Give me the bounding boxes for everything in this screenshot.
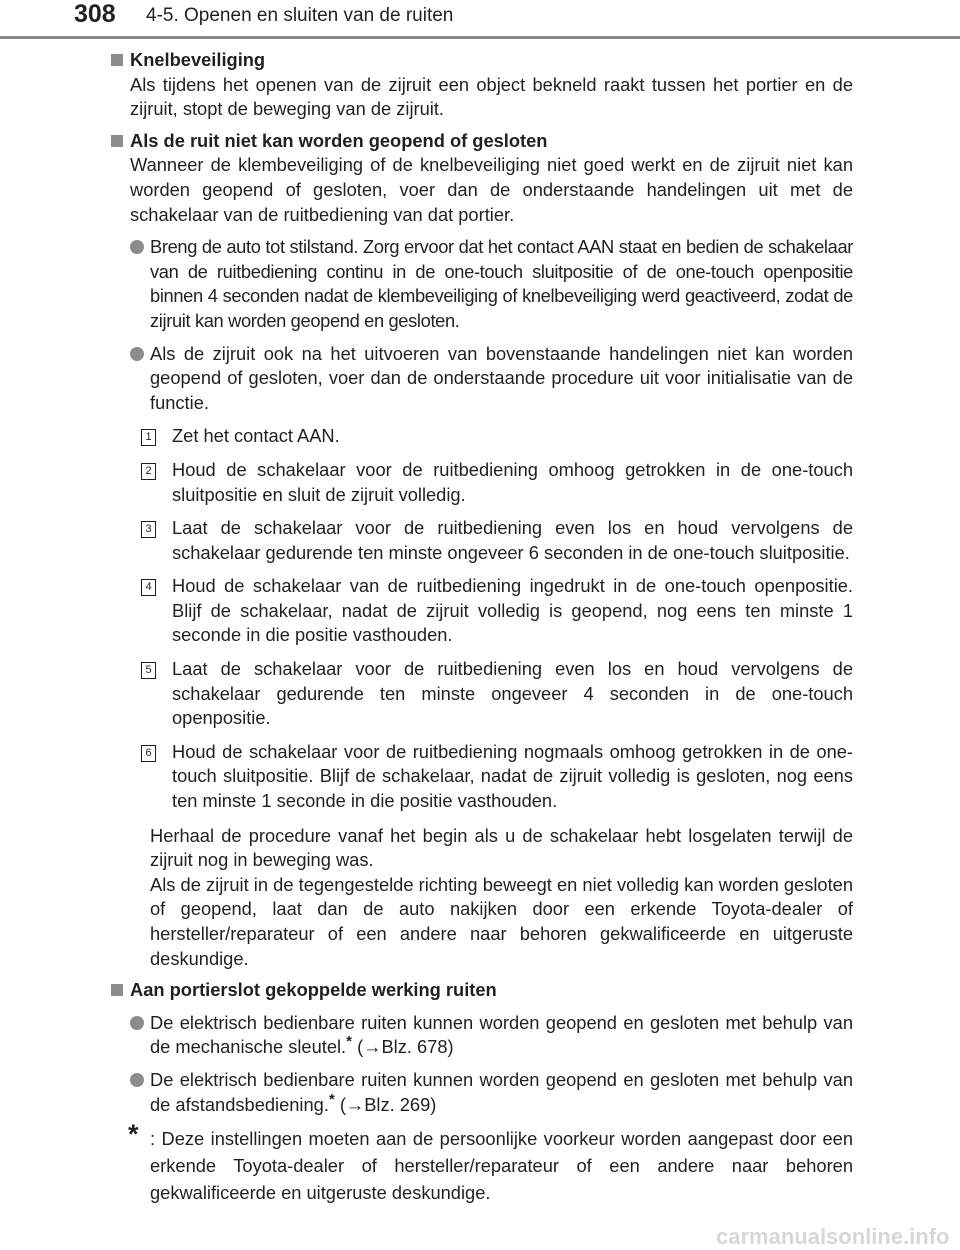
ruit-paragraph: Wanneer de klembeveiliging of de knelbeveiliging niet goed werkt en de zijruit niet kan worden geopend of gesloten, voer dan de onderstaande handelingen uit met de schakelaar van de ruitbediening van dat portier. <box>130 154 853 225</box>
square-bullet-icon <box>111 984 123 996</box>
step-text: Houd de schakelaar van de ruitbediening ingedrukt in de one-touch openpositie. Blijf de schakelaar, nadat de zijruit volledig is geopend, nog eens ten minste 1 seconde in die positie vasthouden. <box>172 575 853 646</box>
header-divider <box>0 36 960 39</box>
section-title: 4-5. Openen en sluiten van de ruiten <box>146 5 454 26</box>
step-item <box>108 574 853 648</box>
page-reference-link[interactable]: (→Blz. 269) <box>339 1093 437 1115</box>
circle-bullet-icon <box>130 1073 144 1087</box>
step-number-badge: 5 <box>141 662 156 679</box>
bullet-item <box>108 235 853 333</box>
step-text: Houd de schakelaar voor de ruitbediening nogmaals omhoog getrokken in de one-touch sluitpositie. Blijf de schakelaar, nadat de zijruit volledig is gesloten, nog eens ten minste 1 seconde in die positie vasthouden. <box>172 740 853 812</box>
heading-text: Aan portierslot gekoppelde werking ruiten <box>130 979 497 1001</box>
heading-portierslot <box>108 978 853 1003</box>
step-number-badge: 3 <box>141 521 156 538</box>
footnote <box>108 1119 853 1206</box>
step-number-badge: 1 <box>141 429 156 446</box>
page-content <box>108 48 853 1206</box>
note-repeat: Herhaal de procedure vanaf het begin als u de schakelaar hebt losgelaten terwijl de zijruit nog in beweging was. <box>150 824 853 871</box>
step-number-badge: 4 <box>141 579 156 596</box>
page-header <box>0 0 960 40</box>
bullet-item <box>108 1011 853 1060</box>
heading-text: Als de ruit niet kan worden geopend of gesloten <box>130 129 548 151</box>
step-item <box>108 516 853 565</box>
step-number-badge: 6 <box>141 745 156 762</box>
step-item <box>108 424 853 449</box>
heading-text: Knelbeveiliging <box>130 49 266 70</box>
watermark: carmanualsonline.info <box>716 1224 950 1249</box>
page-number: 308 <box>74 0 116 28</box>
bullet-item <box>108 1068 853 1117</box>
heading-knelbeveiliging <box>108 48 853 73</box>
note-dealer: Als de zijruit in de tegengestelde richting beweegt en niet volledig kan worden gesloten of geopend, laat dan de auto nakijken door een erkende Toyota-dealer of hersteller/reparateur of een andere naar behoren gekwalificeerde en uitgeruste deskundige. <box>150 873 853 969</box>
step-text: Laat de schakelaar voor de ruitbediening even los en houd vervolgens de schakelaar gedurende ten minste ongeveer 6 seconden in de one-touch sluitpositie. <box>172 517 853 563</box>
circle-bullet-icon <box>130 347 144 361</box>
step-item <box>108 657 853 731</box>
step-text: Houd de schakelaar voor de ruitbediening omhoog getrokken in de one-touch sluitpositie en sluit de zijruit volledig. <box>172 458 853 505</box>
step-text: Zet het contact AAN. <box>172 425 340 447</box>
bullet-text: Breng de auto tot stilstand. Zorg ervoor dat het contact AAN staat en bedien de schakelaar van de ruitbediening continu in de one-touch sluitpositie of de one-touch openpositie binnen 4 seconden nadat de klembeveiliging of knelbeveiliging werd geactiveerd, zodat de zijruit kan worden geopend en gesloten. <box>150 236 853 331</box>
asterisk-marker: * <box>328 1090 335 1108</box>
footnote-text: : Deze instellingen moeten aan de persoonlijke voorkeur worden aangepast door een erkende Toyota-dealer of hersteller/reparateur of een andere naar behoren gekwalificeerde en uitgeruste deskundige. <box>150 1128 853 1204</box>
circle-bullet-icon <box>130 1016 144 1030</box>
step-text: Laat de schakelaar voor de ruitbediening even los en houd vervolgens de schakelaar gedurende ten minste ongeveer 4 seconden in de one-touch openpositie. <box>172 658 853 729</box>
footnote-asterisk: * <box>128 1119 139 1150</box>
bullet-item <box>108 342 853 416</box>
circle-bullet-icon <box>130 240 144 254</box>
asterisk-marker: * <box>346 1033 352 1051</box>
bullet-text: Als de zijruit ook na het uitvoeren van bovenstaande handelingen niet kan worden geopend of gesloten, voer dan de onderstaande procedure uit voor initialisatie van de functie. <box>150 342 853 413</box>
page-reference-link[interactable]: (→Blz. 678) <box>357 1036 454 1058</box>
step-number-badge: 2 <box>141 463 156 480</box>
bullet-text: De elektrisch bedienbare ruiten kunnen worden geopend en gesloten met behulp van de mechanische sleutel. <box>150 1011 853 1058</box>
bullet-text: De elektrisch bedienbare ruiten kunnen worden geopend en gesloten met behulp van de afstandsbediening. <box>150 1068 853 1115</box>
knel-paragraph: Als tijdens het openen van de zijruit een object bekneld raakt tussen het portier en de zijruit, stopt de beweging van de zijruit. <box>130 73 853 120</box>
square-bullet-icon <box>111 54 123 66</box>
square-bullet-icon <box>111 135 123 147</box>
procedure-note <box>108 824 853 972</box>
step-item <box>108 458 853 507</box>
step-item <box>108 740 853 814</box>
heading-ruit-niet-geopend <box>108 129 853 154</box>
